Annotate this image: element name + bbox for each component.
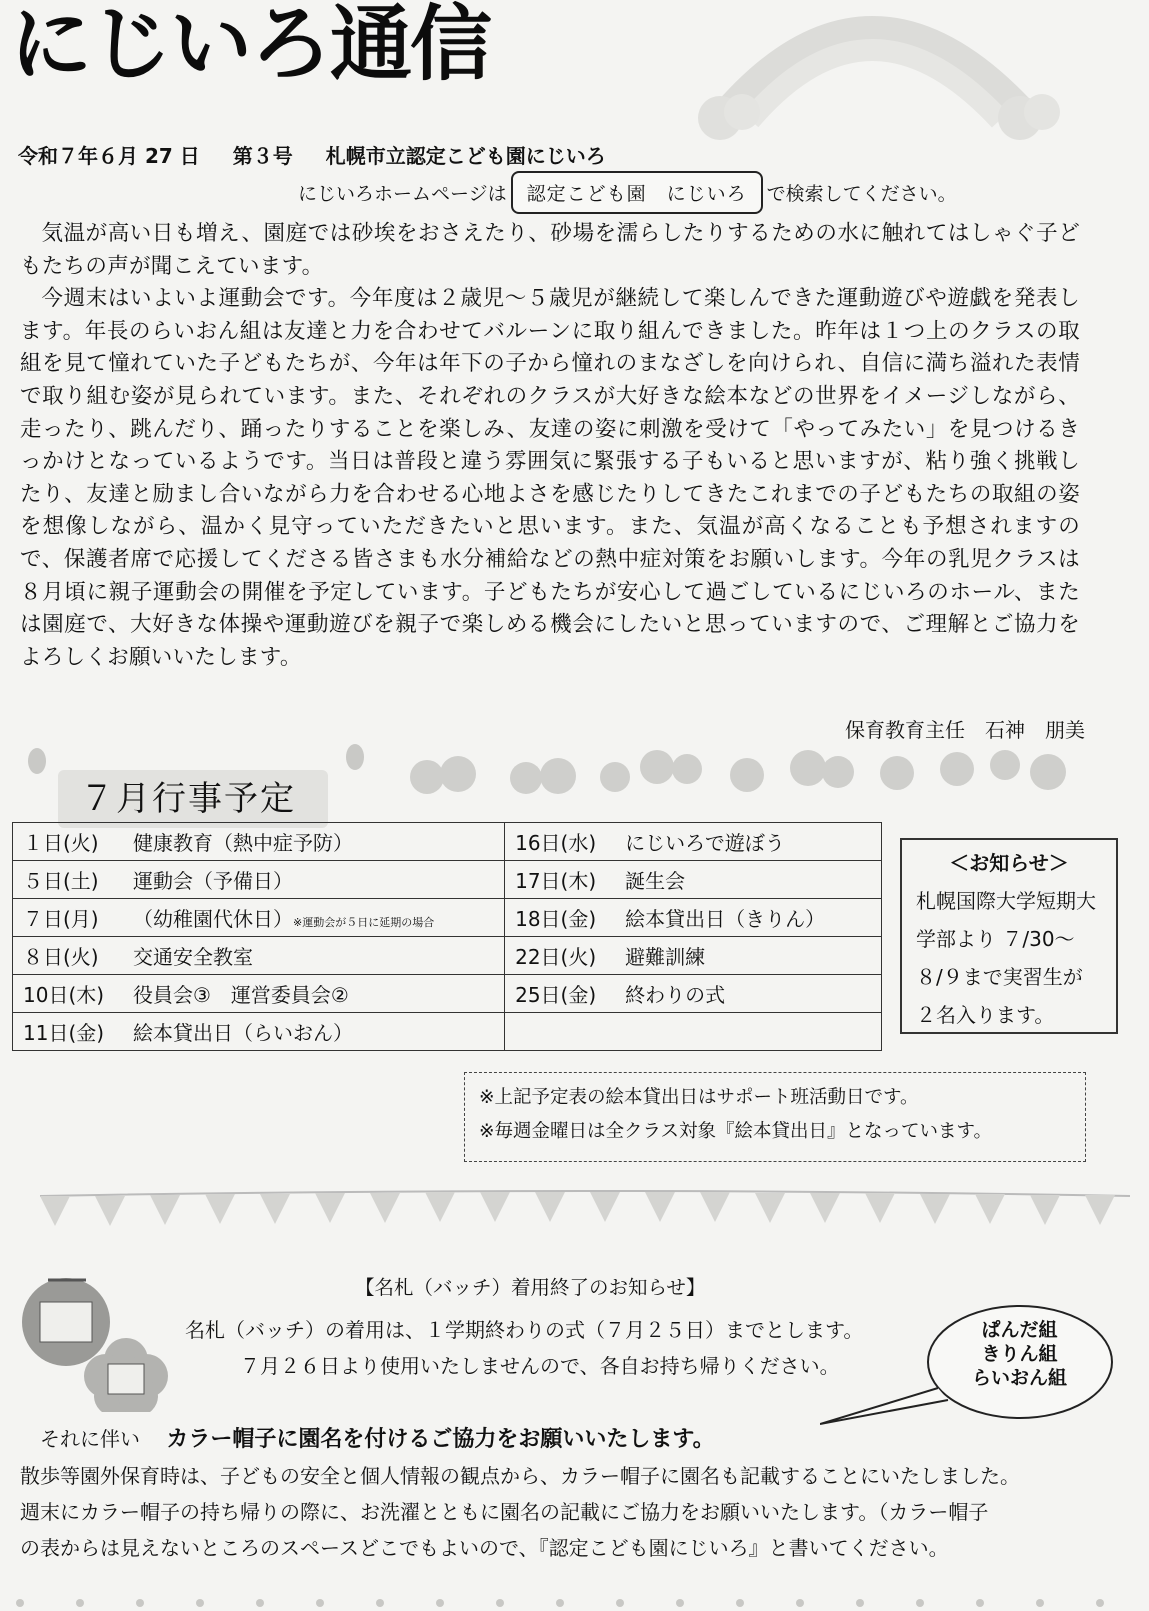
table-row — [13, 937, 882, 975]
name-badge-illustration — [18, 1272, 168, 1412]
schedule-cell: 18日(金) 絵本貸出日（きりん） — [505, 899, 882, 937]
hat-request-body — [20, 1458, 1130, 1566]
badge-notice-title: 【名札（バッチ）着用終了のお知らせ】 — [355, 1276, 706, 1299]
search-prefix: にじいろホームページは — [298, 182, 507, 205]
schedule-notes — [464, 1072, 1086, 1162]
class-name: ぱんだ組 — [981, 1319, 1058, 1341]
schedule-cell: 17日(木) 誕生会 — [505, 861, 882, 899]
search-term-box: 認定こども園 にじいろ — [511, 171, 763, 214]
balloon-icon — [28, 748, 46, 774]
schedule-cell: １日(火) 健康教育（熱中症予防） — [13, 823, 505, 861]
article-paragraph-2: 今週末はいよいよ運動会です。今年度は２歳児～５歳児が継続して楽しんできた運動遊びや遊戯を発表します。年長のらいおん組は友達と力を合わせてバルーンに取り組んできました。昨年は１つ上のクラスの取組を見て憧れていた子どもたちが、今年は年下の子から憧れのまなざしを向けられ、自信に満ち溢れた表情で取り組む姿が見られています。また、それぞれのクラスが大好きな絵本などの世界をイメージしながら、走ったり、跳んだり、踊ったりすることを楽しみ、友達の姿に刺激を受けて「やってみたい」を見つけるきっかけとなっているようです。当日は普段と違う雰囲気に緊張する子もいると思いますが、粘り強く挑戦したり、友達と励まし合いながら力を合わせる心地よさを感じたりしてきたこれまでの子どもたちの取組の姿を想像しながら、温かく見守っていただきたいと思います。また、気温が高くなることも予想されますので、保護者席で応援してくださる皆さまも水分補給などの熱中症対策をお願いします。今年の乳児クラスは８月頃に親子運動会の開催を予定しています。子どもたちが安心して過ごしているにじいろのホール、または園庭で、大好きな体操や運動遊びを親子で楽しめる機会にしたいと思っていますので、ご理解とご協力をよろしくお願いいたします。 — [20, 286, 1080, 670]
schedule-cell: 10日(木) 役員会③ 運営委員会② — [13, 975, 505, 1013]
notice-line: 学部より ７/30～ — [916, 927, 1075, 951]
notice-line: ２名入ります。 — [916, 1003, 1055, 1027]
badge-notice-line-2: ７月２６日より使用いたしませんので、各自お持ち帰りください。 — [240, 1354, 840, 1378]
hat-text-line: 散歩等園外保育時は、子どもの安全と個人情報の観点から、カラー帽子に園名も記載することにいたしました。 — [20, 1464, 1020, 1488]
issue-info — [18, 140, 632, 169]
schedule-cell: ５日(土) 運動会（予備日） — [13, 861, 505, 899]
schedule-cell: 16日(水) にじいろで遊ぼう — [505, 823, 882, 861]
hat-request-lead — [40, 1422, 715, 1453]
class-name: きりん組 — [981, 1343, 1058, 1365]
notice-box — [900, 838, 1118, 1034]
homepage-search-hint — [298, 170, 957, 214]
speech-bubble — [820, 1300, 1120, 1440]
rainbow-illustration — [680, 0, 1100, 150]
schedule-footnote: ※運動会が５日に延期の場合 — [293, 916, 435, 929]
table-row — [13, 861, 882, 899]
note-line: ※毎週金曜日は全クラス対象『絵本貸出日』となっています。 — [479, 1121, 992, 1142]
hat-request-heading: カラー帽子に園名を付けるご協力をお願いいたします。 — [166, 1427, 715, 1452]
hat-lead-text: それに伴い — [40, 1427, 140, 1451]
footer-dot-decoration — [0, 1596, 1149, 1610]
search-suffix: で検索してください。 — [766, 182, 957, 205]
table-row — [13, 1013, 882, 1051]
schedule-cell: ７日(月) （幼稚園代休日）※運動会が５日に延期の場合 — [13, 899, 505, 937]
notice-title: ＜お知らせ＞ — [949, 851, 1069, 875]
schedule-cell: 22日(火) 避難訓練 — [505, 937, 882, 975]
table-row — [13, 823, 882, 861]
issue-date: 令和７年６月 27 日 — [18, 144, 200, 168]
notice-line: 札幌国際大学短期大 — [916, 889, 1096, 913]
speech-bubble-text — [972, 1318, 1067, 1390]
note-line: ※上記予定表の絵本貸出日はサポート班活動日です。 — [479, 1087, 919, 1108]
schedule-cell: ８日(火) 交通安全教室 — [13, 937, 505, 975]
article-paragraph-1: 気温が高い日も増え、園庭では砂埃をおさえたり、砂場を濡らしたりするための水に触れてはしゃぐ子どもたちの声が聞こえています。 — [20, 221, 1080, 279]
class-name: らいおん組 — [972, 1367, 1068, 1389]
july-schedule-table — [12, 822, 882, 1051]
table-row — [13, 975, 882, 1013]
article-signature: 保育教育主任 石神 朋美 — [845, 718, 1085, 742]
schedule-cell — [505, 1013, 882, 1051]
bunting-decoration — [40, 1190, 1130, 1240]
hat-text-line: 週末にカラー帽子の持ち帰りの際に、お洗濯とともに園名の記載にご協力をお願いいたします。（カラー帽子 — [20, 1500, 989, 1524]
badge-notice-line-1: 名札（バッチ）の着用は、１学期終わりの式（７月２５日）までとします。 — [185, 1318, 864, 1342]
schedule-cell: 25日(金) 終わりの式 — [505, 975, 882, 1013]
main-article — [20, 218, 1080, 674]
schedule-title: ７月行事予定 — [80, 779, 296, 819]
newsletter-title: にじいろ通信 — [10, 0, 491, 92]
hat-text-line: の表からは見えないところのスペースどこでもよいので、『認定こども園にじいろ』と書いてください。 — [20, 1536, 949, 1560]
organization-name: 札幌市立認定こども園にじいろ — [325, 144, 606, 168]
schedule-cell: 11日(金) 絵本貸出日（らいおん） — [13, 1013, 505, 1051]
balloon-icon — [346, 744, 364, 770]
dot-decoration — [410, 750, 1110, 800]
notice-line: ８/９まで実習生が — [916, 965, 1083, 989]
table-row — [13, 899, 882, 937]
issue-number: 第３号 — [232, 144, 293, 168]
